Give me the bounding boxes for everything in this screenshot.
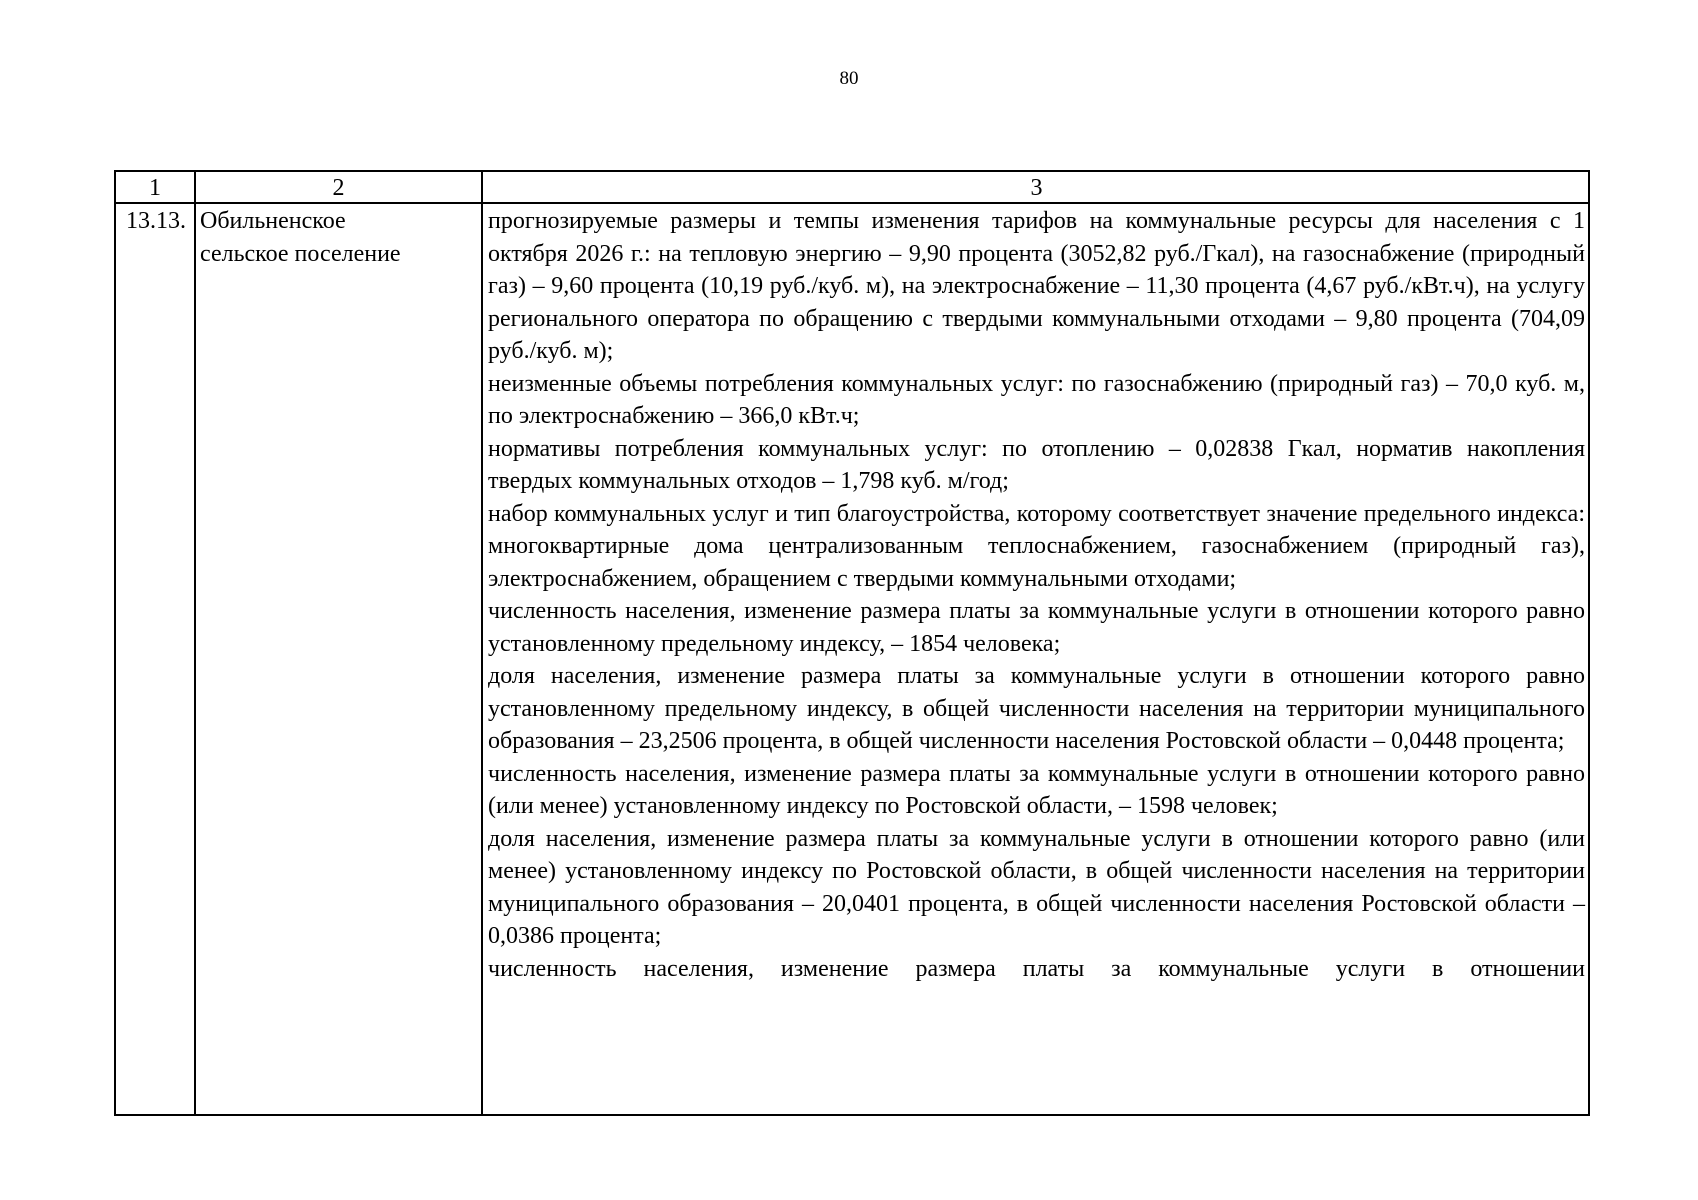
column-header-1: 1 <box>149 175 161 201</box>
paragraph-share-at-limit: доля населения, изменение размера платы за коммунальные услуги в отношении которого равно установленному предельному индексу, в общей численности населения на территории муниципального образования – 23,2506 процента, в общей численности населения Ростовской области – 0,0448 процента; <box>488 663 1585 754</box>
paragraph-share-below-index: доля населения, изменение размера платы за коммунальные услуги в отношении которого равно (или менее) установленному индексу по Ростовской области, в общей численности населения на территории муниципального образования – 20,0401 процента, в общей численности населения Ростовской области – 0,0386 процента; <box>488 825 1585 949</box>
column-divider-1 <box>194 172 196 1114</box>
paragraph-consumption-volumes: неизменные объемы потребления коммунальных услуг: по газоснабжению (природный газ) – 70,0 куб. м, по электроснабжению – 366,0 кВт.ч; <box>488 370 1585 429</box>
paragraph-services-set: набор коммунальных услуг и тип благоустройства, которому соответствует значение предельного индекса: многоквартирные дома централизованным теплоснабжением, газоснабжением (природный газ), электроснабжением, обращением с твердыми коммунальными отходами; <box>488 500 1585 592</box>
column-header-2: 2 <box>332 175 345 201</box>
settlement-name-line-2: сельское поселение <box>200 240 401 267</box>
table-header-row <box>116 172 1588 204</box>
indicators-cell <box>488 205 1585 985</box>
paragraph-consumption-norms: нормативы потребления коммунальных услуг: по отоплению – 0,02838 Гкал, норматив накопления твердых коммунальных отходов – 1,798 куб. м/год; <box>488 435 1585 494</box>
data-table <box>114 170 1590 1116</box>
settlement-name-line-1: Обильненское <box>200 208 346 234</box>
paragraph-tariffs: прогнозируемые размеры и темпы изменения тарифов на коммунальные ресурсы для населения с 1 октября 2026 г.: на тепловую энергию – 9,90 процента (3052,82 руб./Гкал), на газоснабжение (природный газ) – 9,60 процента (10,19 руб./куб. м), на электроснабжение – 11,30 процента (4,67 руб./кВт.ч), на услугу регионального оператора по обращению с твердыми коммунальными отходами – 9,80 процента (704,09 руб./куб. м); <box>488 208 1585 364</box>
row-number-cell: 13.13. <box>126 208 186 234</box>
paragraph-continued: численность населения, изменение размера платы за коммунальные услуги в отношении <box>488 955 1585 982</box>
paragraph-population-below-index: численность населения, изменение размера платы за коммунальные услуги в отношении которого равно (или менее) установленному индексу по Ростовской области, – 1598 человек; <box>488 760 1585 819</box>
paragraph-population-at-limit: численность населения, изменение размера платы за коммунальные услуги в отношении которого равно установленному предельному индексу, – 1854 человека; <box>488 598 1585 657</box>
page-number: 80 <box>839 68 859 89</box>
settlement-name-cell <box>200 205 476 270</box>
column-divider-2 <box>481 172 483 1114</box>
column-header-3: 3 <box>1030 175 1043 201</box>
